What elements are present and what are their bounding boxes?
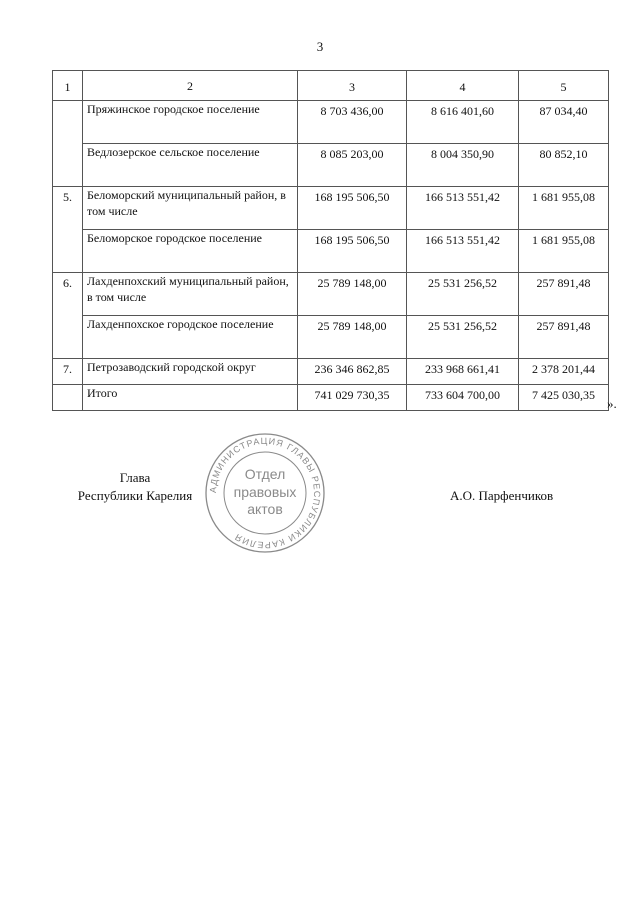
row-value-5: 7 425 030,35 — [519, 385, 609, 411]
row-value-4: 25 531 256,52 — [407, 316, 519, 359]
row-value-5: 257 891,48 — [519, 316, 609, 359]
row-value-4: 166 513 551,42 — [407, 230, 519, 273]
table-row — [53, 187, 609, 230]
row-value-4: 166 513 551,42 — [407, 187, 519, 230]
header-col-1: 1 — [53, 71, 83, 101]
row-value-5: 1 681 955,08 — [519, 187, 609, 230]
row-value-3: 741 029 730,35 — [298, 385, 407, 411]
row-name: Лахденпохское городское поселение — [83, 316, 298, 359]
row-value-3: 8 085 203,00 — [298, 144, 407, 187]
header-col-4: 4 — [407, 71, 519, 101]
page-number: 3 — [316, 39, 324, 54]
row-name: Ведлозерское сельское поселение — [83, 144, 298, 187]
signatory-name: А.О. Парфенчиков — [450, 488, 554, 503]
stamp-ring-text: АДМИНИСТРАЦИЯ ГЛАВЫ РЕСПУБЛИКИ КАРЕЛИЯ — [207, 435, 323, 551]
row-value-5: 2 378 201,44 — [519, 359, 609, 385]
table-row — [53, 273, 609, 316]
table-row — [53, 359, 609, 385]
row-name: Беломорское городское поселение — [83, 230, 298, 273]
row-number — [53, 101, 83, 144]
row-number: 7. — [53, 359, 83, 385]
official-stamp — [203, 431, 327, 555]
budget-table — [52, 70, 609, 411]
row-value-4: 25 531 256,52 — [407, 273, 519, 316]
row-value-3: 25 789 148,00 — [298, 316, 407, 359]
row-value-5: 87 034,40 — [519, 101, 609, 144]
table-row — [53, 230, 609, 273]
row-value-5: 80 852,10 — [519, 144, 609, 187]
row-value-3: 168 195 506,50 — [298, 230, 407, 273]
row-value-3: 236 346 862,85 — [298, 359, 407, 385]
row-name: Лахденпохский муниципальный район, в том числе — [83, 273, 298, 316]
closing-quote: ». — [607, 396, 617, 411]
signatory-title-line-2: Республики Карелия — [77, 488, 193, 503]
header-col-3: 3 — [298, 71, 407, 101]
row-value-4: 8 004 350,90 — [407, 144, 519, 187]
row-value-4: 233 968 661,41 — [407, 359, 519, 385]
row-name: Петрозаводский городской округ — [83, 359, 298, 385]
signatory-title — [68, 469, 202, 505]
row-value-3: 168 195 506,50 — [298, 187, 407, 230]
row-value-5: 1 681 955,08 — [519, 230, 609, 273]
table-row-total — [53, 385, 609, 411]
row-name: Беломорский муниципальный район, в том числе — [83, 187, 298, 230]
row-value-3: 25 789 148,00 — [298, 273, 407, 316]
row-name: Пряжинское городское поселение — [83, 101, 298, 144]
row-value-4: 733 604 700,00 — [407, 385, 519, 411]
header-col-2: 2 — [83, 71, 298, 101]
row-number: 5. — [53, 187, 83, 230]
row-number: 6. — [53, 273, 83, 316]
row-number — [53, 316, 83, 359]
row-number — [53, 230, 83, 273]
stamp-text-line-2: правовых — [233, 484, 297, 500]
table-row — [53, 101, 609, 144]
stamp-text-line-1: Отдел — [244, 466, 286, 482]
signatory-title-line-1: Глава — [119, 470, 151, 485]
row-number — [53, 385, 83, 411]
row-number — [53, 144, 83, 187]
table-row — [53, 144, 609, 187]
row-value-3: 8 703 436,00 — [298, 101, 407, 144]
header-col-5: 5 — [519, 71, 609, 101]
row-value-4: 8 616 401,60 — [407, 101, 519, 144]
row-value-5: 257 891,48 — [519, 273, 609, 316]
table-row — [53, 316, 609, 359]
row-name: Итого — [83, 385, 298, 411]
stamp-text-line-3: актов — [247, 501, 283, 517]
table-header-row — [53, 71, 609, 101]
